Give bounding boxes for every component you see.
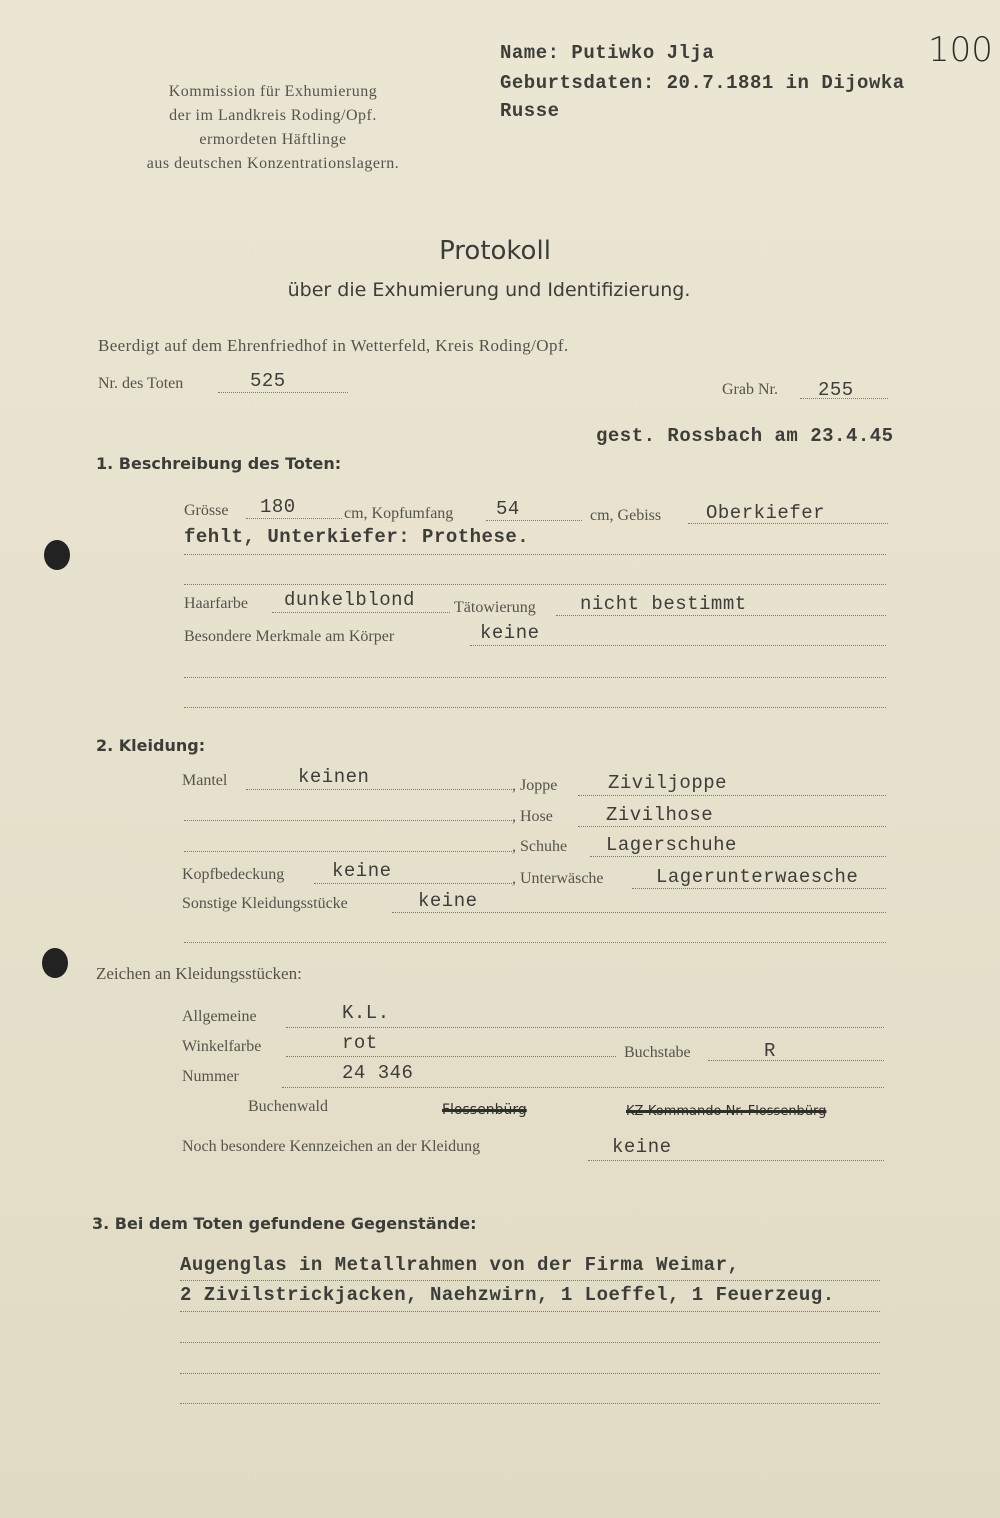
mantel-line — [246, 789, 512, 790]
gebiss-value: Oberkiefer — [706, 502, 826, 524]
merkmale-line-2 — [184, 677, 886, 678]
nummer-line — [282, 1087, 884, 1088]
merkmale-line — [470, 645, 886, 646]
buchstabe-line — [708, 1060, 884, 1061]
taetowierung-value: nicht bestimmt — [580, 593, 747, 615]
typed-nationality: Russe — [500, 100, 560, 122]
haarfarbe-value: dunkelblond — [284, 589, 415, 611]
noch-label: Noch besondere Kennzeichen an der Kleidung — [182, 1138, 481, 1155]
page-title: Protokoll — [439, 236, 551, 266]
section3-heading: 3. Bei dem Toten gefundene Gegenstände: — [92, 1214, 477, 1233]
items-rule-4 — [180, 1373, 880, 1374]
mantel-value: keinen — [298, 766, 370, 788]
nr-label: Nr. des Toten — [98, 375, 184, 392]
kopfumfang-line — [486, 520, 582, 521]
merkmale-value: keine — [480, 622, 540, 644]
sonstige-line — [392, 912, 886, 913]
section2-heading: 2. Kleidung: — [96, 736, 206, 755]
commission-line-1: Kommission für Exhumierung — [168, 83, 378, 100]
allgemeine-line — [286, 1027, 884, 1028]
buchstabe-label: Buchstabe — [624, 1044, 691, 1061]
nummer-value: 24 346 — [342, 1062, 414, 1084]
typed-birth: Geburtsdaten: 20.7.1881 in Dijowka — [500, 72, 905, 94]
kopfbedeckung-label: Kopfbedeckung — [182, 866, 285, 883]
unterwaesche-label: , Unterwäsche — [512, 870, 604, 887]
typed-name: Name: Putiwko Jlja — [500, 42, 715, 64]
burial-line: Beerdigt auf dem Ehrenfriedhof in Wetterfeld, Kreis Roding/Opf. — [98, 336, 569, 355]
nr-line — [218, 392, 348, 393]
unterwaesche-value: Lagerunterwaesche — [656, 866, 859, 888]
mantel-label: Mantel — [182, 772, 228, 789]
nummer-label: Nummer — [182, 1068, 239, 1085]
grab-label: Grab Nr. — [722, 381, 778, 398]
kopfumfang-label: cm, Kopfumfang — [344, 505, 454, 522]
items-line-1: Augenglas in Metallrahmen von der Firma Weimar, — [180, 1254, 740, 1276]
schuhe-line — [590, 856, 886, 857]
gebiss-line-2 — [184, 554, 886, 555]
groesse-value: 180 — [260, 496, 296, 518]
kopfbedeckung-value: keine — [332, 860, 392, 882]
winkelfarbe-line — [286, 1056, 616, 1057]
nr-value: 525 — [250, 370, 286, 392]
joppe-label: , Joppe — [512, 777, 558, 794]
buchstabe-value: R — [764, 1040, 776, 1062]
items-rule-3 — [180, 1342, 880, 1343]
struck-kommando: KZ-Kommando Nr. Flossenbürg — [626, 1104, 827, 1119]
commission-line-4: aus deutschen Konzentrationslagern. — [146, 155, 400, 172]
items-line-2: 2 Zivilstrickjacken, Naehzwirn, 1 Loeffel, 1 Feuerzeug. — [180, 1284, 835, 1306]
gebiss-label: cm, Gebiss — [590, 507, 662, 524]
punch-hole-bottom — [42, 948, 68, 978]
merkmale-line-3 — [184, 707, 886, 708]
items-rule-2 — [180, 1311, 880, 1312]
groesse-label: Grösse — [184, 502, 229, 519]
items-rule-1 — [180, 1280, 880, 1281]
merkmale-label: Besondere Merkmale am Körper — [184, 628, 395, 645]
commission-block — [108, 80, 438, 176]
sonstige-line-2 — [184, 942, 886, 943]
gebiss-line-3 — [184, 584, 886, 585]
commission-line-2: der im Landkreis Roding/Opf. — [169, 107, 377, 124]
struck-flossenbuerg: Flossenbürg — [442, 1102, 527, 1118]
punch-hole-top — [44, 540, 70, 570]
gebiss-continuation: fehlt, Unterkiefer: Prothese. — [184, 526, 530, 548]
allgemeine-value: K.L. — [342, 1002, 390, 1024]
noch-line — [588, 1160, 884, 1161]
zeichen-heading: Zeichen an Kleidungsstücken: — [96, 964, 302, 983]
mantel-line-3 — [184, 851, 512, 852]
death-note: gest. Rossbach am 23.4.45 — [596, 425, 894, 447]
hose-label: , Hose — [512, 808, 553, 825]
sonstige-label: Sonstige Kleidungsstücke — [182, 895, 348, 912]
commission-line-3: ermordeten Häftlinge — [199, 131, 347, 148]
hose-line — [578, 826, 886, 827]
page-subtitle: über die Exhumierung und Identifizierung. — [287, 279, 691, 301]
noch-value: keine — [612, 1136, 672, 1158]
buchenwald-label: Buchenwald — [248, 1098, 328, 1115]
haarfarbe-label: Haarfarbe — [184, 595, 248, 612]
grab-value: 255 — [818, 379, 854, 401]
unterwaesche-line — [632, 888, 886, 889]
winkelfarbe-label: Winkelfarbe — [182, 1038, 262, 1055]
haarfarbe-line — [272, 612, 450, 613]
taetowierung-line — [556, 615, 886, 616]
schuhe-value: Lagerschuhe — [606, 834, 737, 856]
items-rule-5 — [180, 1403, 880, 1404]
sonstige-value: keine — [418, 890, 478, 912]
section1-heading: 1. Beschreibung des Toten: — [96, 454, 342, 473]
allgemeine-label: Allgemeine — [182, 1008, 257, 1025]
hose-value: Zivilhose — [606, 804, 714, 826]
joppe-value: Ziviljoppe — [608, 772, 728, 794]
schuhe-label: , Schuhe — [512, 838, 568, 855]
page-number: 100 — [928, 30, 993, 70]
kopfumfang-value: 54 — [496, 498, 520, 520]
mantel-line-2 — [184, 820, 512, 821]
winkelfarbe-value: rot — [342, 1032, 378, 1054]
groesse-line — [246, 518, 342, 519]
joppe-line — [578, 795, 886, 796]
taetowierung-label: Tätowierung — [454, 599, 536, 616]
kopfbedeckung-line — [314, 883, 512, 884]
